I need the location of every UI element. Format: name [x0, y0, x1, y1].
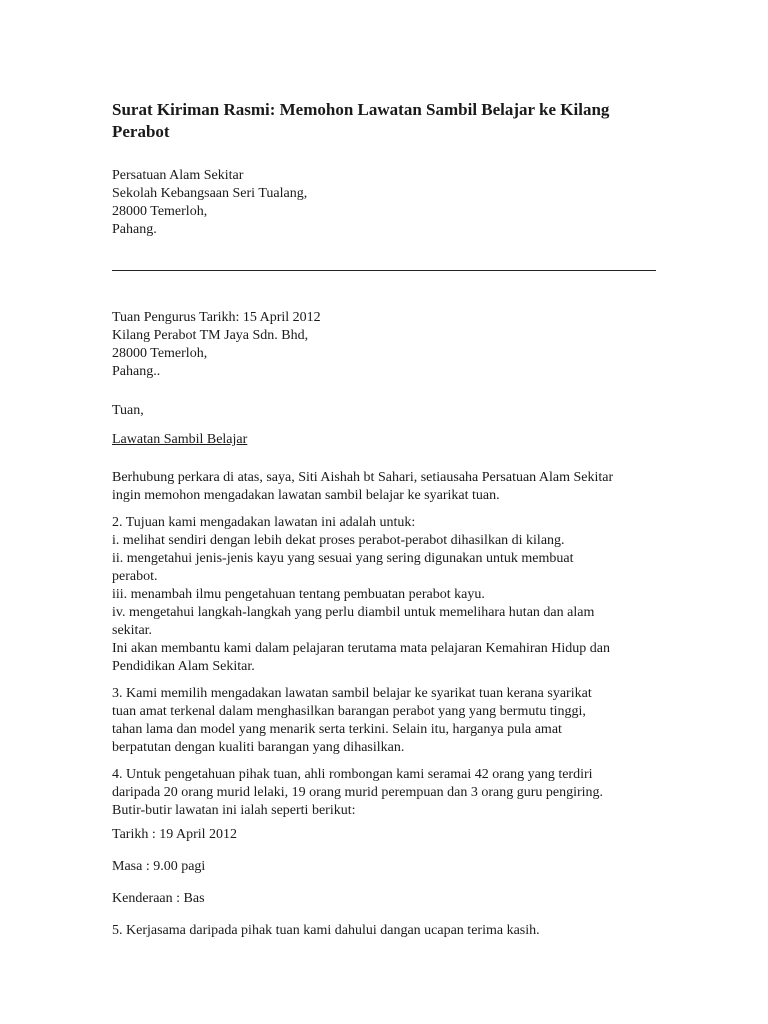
paragraph-intro	[112, 469, 672, 505]
sender-line: Persatuan Alam Sekitar	[112, 168, 244, 183]
recipient-line: Tuan Pengurus Tarikh: 15 April 2012	[112, 310, 321, 325]
paragraph-closing: 5. Kerjasama daripada pihak tuan kami dahului dangan ucapan terima kasih.	[112, 923, 540, 938]
paragraph-line: 2. Tujuan kami mengadakan lawatan ini adalah untuk:	[112, 515, 416, 530]
paragraph-line: sekitar.	[112, 623, 153, 638]
letter-page	[112, 99, 672, 940]
paragraph-line: 4. Untuk pengetahuan pihak tuan, ahli rombongan kami seramai 42 orang yang terdiri	[112, 767, 593, 782]
paragraph-line: Pendidikan Alam Sekitar.	[112, 659, 255, 674]
sender-address	[112, 167, 672, 239]
sender-line: Sekolah Kebangsaan Seri Tualang,	[112, 186, 308, 201]
recipient-line: Pahang..	[112, 364, 161, 379]
salutation: Tuan,	[112, 403, 144, 418]
paragraph-line: iii. menambah ilmu pengetahuan tentang pembuatan perabot kayu.	[112, 587, 485, 602]
paragraph-reason	[112, 685, 672, 757]
visit-transport: Kenderaan : Bas	[112, 891, 205, 906]
sender-line: 28000 Temerloh,	[112, 204, 208, 219]
recipient-line: Kilang Perabot TM Jaya Sdn. Bhd,	[112, 328, 309, 343]
paragraph-line: 3. Kami memilih mengadakan lawatan sambil belajar ke syarikat tuan kerana syarikat	[112, 686, 592, 701]
paragraph-line: Ini akan membantu kami dalam pelajaran terutama mata pelajaran Kemahiran Hidup dan	[112, 641, 610, 656]
paragraph-line: berpatutan dengan kualiti barangan yang dihasilkan.	[112, 740, 405, 755]
paragraph-line: tahan lama dan model yang menarik serta terkini. Selain itu, harganya pula amat	[112, 722, 562, 737]
paragraph-line: tuan amat terkenal dalam menghasilkan barangan perabot yang yang bermutu tinggi,	[112, 704, 586, 719]
paragraph-line: daripada 20 orang murid lelaki, 19 orang murid perempuan dan 3 orang guru pengiring.	[112, 785, 604, 800]
paragraph-objectives	[112, 514, 672, 676]
paragraph-participants	[112, 766, 672, 820]
paragraph-line: iv. mengetahui langkah-langkah yang perlu diambil untuk memelihara hutan dan alam	[112, 605, 595, 620]
paragraph-line: perabot.	[112, 569, 158, 584]
paragraph-line: ingin memohon mengadakan lawatan sambil belajar ke syarikat tuan.	[112, 488, 500, 503]
paragraph-line: Butir-butir lawatan ini ialah seperti berikut:	[112, 803, 356, 818]
recipient-line: 28000 Temerloh,	[112, 346, 208, 361]
paragraph-line: ii. mengetahui jenis-jenis kayu yang sesuai yang sering digunakan untuk membuat	[112, 551, 574, 566]
sender-line: Pahang.	[112, 222, 157, 237]
paragraph-line: Berhubung perkara di atas, saya, Siti Aishah bt Sahari, setiausaha Persatuan Alam Sekitar	[112, 470, 614, 485]
visit-time: Masa : 9.00 pagi	[112, 859, 206, 874]
paragraph-line: i. melihat sendiri dengan lebih dekat proses perabot-perabot dihasilkan di kilang.	[112, 533, 565, 548]
letter-subject: Lawatan Sambil Belajar	[112, 432, 248, 447]
document-title: Surat Kiriman Rasmi: Memohon Lawatan Sambil Belajar ke Kilang Perabot	[112, 100, 610, 141]
address-divider	[112, 270, 656, 271]
visit-date: Tarikh : 19 April 2012	[112, 827, 238, 842]
recipient-address	[112, 309, 672, 381]
